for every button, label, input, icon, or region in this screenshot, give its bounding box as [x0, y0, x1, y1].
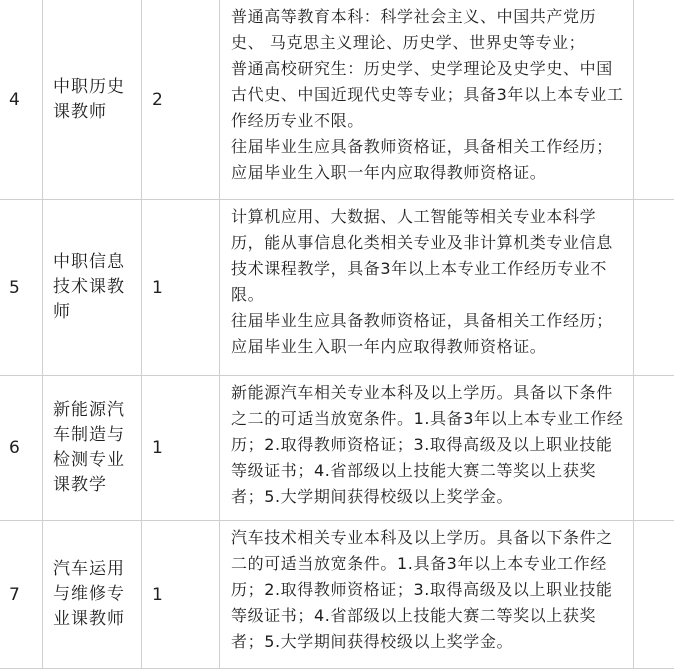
position-name: 中职历史课教师 — [53, 76, 125, 122]
hire-count: 1 — [152, 584, 163, 605]
note-cell — [633, 521, 674, 668]
position-cell — [42, 200, 141, 375]
position-name: 中职信息技术课教师 — [53, 252, 125, 322]
requirement-text: 汽车技术相关专业本科及以上学历。具备以下条件之二的可适当放宽条件。1.具备3年以上本专业工作经历；2.取得教师资格证；3.取得高级及以上职业技能等级证书；4.省部级以上技能大赛二等奖以上获奖者；5.大学期间获得校级以上奖学金。 — [231, 528, 613, 651]
note-cell — [633, 200, 674, 375]
count-cell — [141, 200, 219, 375]
count-cell — [141, 376, 219, 520]
requirement-text: 往届毕业生应具备教师资格证，具备相关工作经历；应届毕业生入职一年内应取得教师资格证。 — [231, 137, 613, 182]
row-index: 4 — [9, 89, 20, 110]
note-cell — [633, 376, 674, 520]
note-cell — [633, 0, 674, 199]
position-cell — [42, 376, 141, 520]
table-row — [0, 0, 674, 200]
position-cell — [42, 0, 141, 199]
requirements-cell — [219, 521, 633, 668]
position-name: 新能源汽车制造与检测专业课教学 — [53, 400, 125, 495]
hire-count: 2 — [152, 89, 163, 110]
index-cell — [0, 200, 42, 375]
requirement-text: 往届毕业生应具备教师资格证，具备相关工作经历；应届毕业生入职一年内应取得教师资格证。 — [231, 311, 613, 356]
requirement-text: 新能源汽车相关专业本科及以上学历。具备以下条件之二的可适当放宽条件。1.具备3年以上本专业工作经历；2.取得教师资格证；3.取得高级及以上职业技能等级证书；4.省部级以上技能大赛二等奖以上获奖者；5.大学期间获得校级以上奖学金。 — [231, 383, 624, 506]
requirements-cell — [219, 0, 633, 199]
hire-count: 1 — [152, 277, 163, 298]
requirement-text: 普通高校研究生：历史学、史学理论及史学史、中国古代史、中国近现代史等专业；具备3年以上本专业工作经历专业不限。 — [231, 59, 624, 130]
row-index: 6 — [9, 438, 20, 458]
index-cell — [0, 376, 42, 520]
table-row — [0, 200, 674, 376]
requirements-cell — [219, 376, 633, 520]
table-row — [0, 521, 674, 669]
requirement-text: 普通高等教育本科：科学社会主义、中国共产党历史、 马克思主义理论、历史学、世界史等专业； — [231, 7, 597, 52]
index-cell — [0, 521, 42, 668]
table-row — [0, 376, 674, 521]
count-cell — [141, 521, 219, 668]
position-name: 汽车运用与维修专业课教师 — [53, 559, 125, 629]
hire-count: 1 — [152, 438, 163, 458]
position-cell — [42, 521, 141, 668]
count-cell — [141, 0, 219, 199]
requirement-text: 计算机应用、大数据、人工智能等相关专业本科学历，能从事信息化类相关专业及非计算机类专业信息技术课程教学，具备3年以上本专业工作经历专业不限。 — [231, 207, 613, 304]
row-index: 7 — [9, 584, 20, 605]
row-index: 5 — [9, 277, 20, 298]
requirements-cell — [219, 200, 633, 375]
index-cell — [0, 0, 42, 199]
